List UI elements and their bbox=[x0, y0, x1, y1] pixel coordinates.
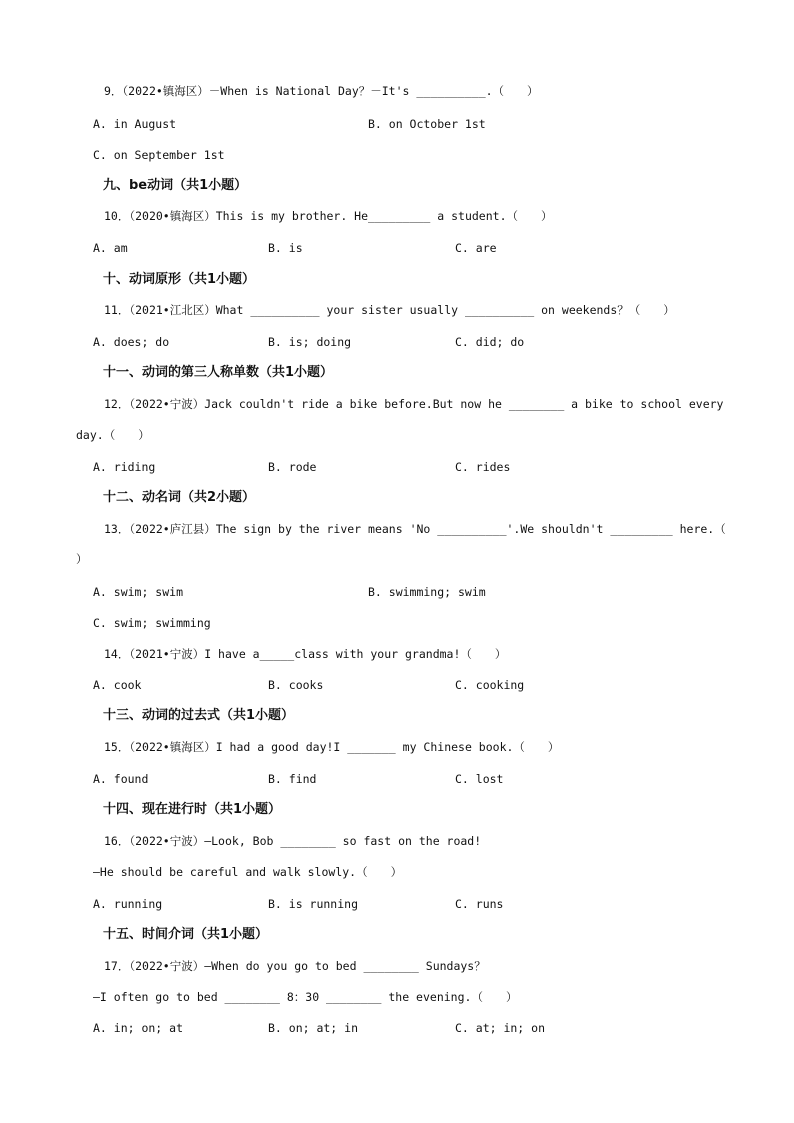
option-b: B. is running bbox=[268, 897, 359, 911]
question-10-stem: 10．（2020•镇海区）This is my brother. He_________ a student.（ ） bbox=[104, 209, 553, 223]
option-c: C. did; do bbox=[455, 335, 525, 349]
question-9-options bbox=[93, 115, 773, 133]
option-a: A. running bbox=[93, 897, 163, 911]
question-13-options bbox=[93, 583, 773, 601]
question-13-options-2 bbox=[93, 614, 773, 632]
question-17-options bbox=[93, 1019, 773, 1037]
question-12-options bbox=[93, 458, 773, 476]
question-12-stem: 12．（2022•宁波）Jack couldn't ride a bike before.But now he ________ a bike to school every bbox=[104, 397, 724, 411]
option-c: C. on September 1st bbox=[93, 148, 225, 162]
question-16-options bbox=[93, 895, 773, 913]
question-13-stem: 13．（2022•庐江县）The sign by the river means 'No __________'.We shouldn't _________ here.（ bbox=[104, 522, 726, 536]
option-a: A. in; on; at bbox=[93, 1021, 184, 1035]
option-a: A. am bbox=[93, 241, 128, 255]
option-b: B. rode bbox=[268, 460, 317, 474]
question-14-stem: 14．（2021•宁波）I have a_____class with your grandma!（ ） bbox=[104, 647, 507, 661]
option-c: C. cooking bbox=[455, 678, 525, 692]
question-9-stem: 9．（2022•镇海区）－When is National Day？－It's __________.（ ） bbox=[104, 84, 539, 98]
option-a: A. cook bbox=[93, 678, 142, 692]
question-12-stem-cont: day.（ ） bbox=[76, 428, 150, 442]
question-16-stem-cont: —He should be careful and walk slowly.（ ） bbox=[93, 865, 403, 879]
option-c: C. runs bbox=[455, 897, 504, 911]
option-b: B. swimming; swim bbox=[368, 585, 486, 599]
option-c: C. swim; swimming bbox=[93, 616, 211, 630]
question-16-stem: 16．（2022•宁波）—Look, Bob ________ so fast on the road! bbox=[104, 834, 482, 848]
option-a: A. swim; swim bbox=[93, 585, 184, 599]
section-heading-gerund: 十二、动名词（共2小题） bbox=[103, 490, 256, 505]
question-17-stem: 17．（2022•宁波）—When do you go to bed ________ Sundays？ bbox=[104, 959, 486, 973]
section-heading-time-prepositions: 十五、时间介词（共1小题） bbox=[103, 927, 269, 942]
question-13-stem-cont: ） bbox=[76, 552, 88, 566]
question-10-options bbox=[93, 239, 773, 257]
option-a: A. does; do bbox=[93, 335, 170, 349]
option-b: B. cooks bbox=[268, 678, 324, 692]
option-a: A. in August bbox=[93, 117, 177, 131]
option-a: A. riding bbox=[93, 460, 156, 474]
option-b: B. is bbox=[268, 241, 303, 255]
question-14-options bbox=[93, 676, 773, 694]
section-heading-past-tense: 十三、动词的过去式（共1小题） bbox=[103, 708, 295, 723]
option-c: C. at; in; on bbox=[455, 1021, 546, 1035]
question-11-options bbox=[93, 333, 773, 351]
option-b: B. on October 1st bbox=[368, 117, 486, 131]
option-c: C. are bbox=[455, 241, 497, 255]
option-b: B. is; doing bbox=[268, 335, 352, 349]
section-heading-base-verb: 十、动词原形（共1小题） bbox=[103, 272, 256, 287]
section-heading-be-verb: 九、be动词（共1小题） bbox=[103, 178, 248, 193]
section-heading-third-person: 十一、动词的第三人称单数（共1小题） bbox=[103, 365, 334, 380]
option-c: C. rides bbox=[455, 460, 511, 474]
section-heading-present-continuous: 十四、现在进行时（共1小题） bbox=[103, 802, 282, 817]
question-9-options-2 bbox=[93, 146, 773, 164]
option-a: A. found bbox=[93, 772, 149, 786]
option-b: B. on; at; in bbox=[268, 1021, 359, 1035]
option-c: C. lost bbox=[455, 772, 504, 786]
question-17-stem-cont: —I often go to bed ________ 8：30 ________ the evening.（ ） bbox=[93, 990, 518, 1004]
option-b: B. find bbox=[268, 772, 317, 786]
question-15-stem: 15．（2022•镇海区）I had a good day!I _______ my Chinese book.（ ） bbox=[104, 740, 560, 754]
question-11-stem: 11．（2021•江北区）What __________ your sister usually __________ on weekends？（ ） bbox=[104, 303, 675, 317]
question-15-options bbox=[93, 770, 773, 788]
